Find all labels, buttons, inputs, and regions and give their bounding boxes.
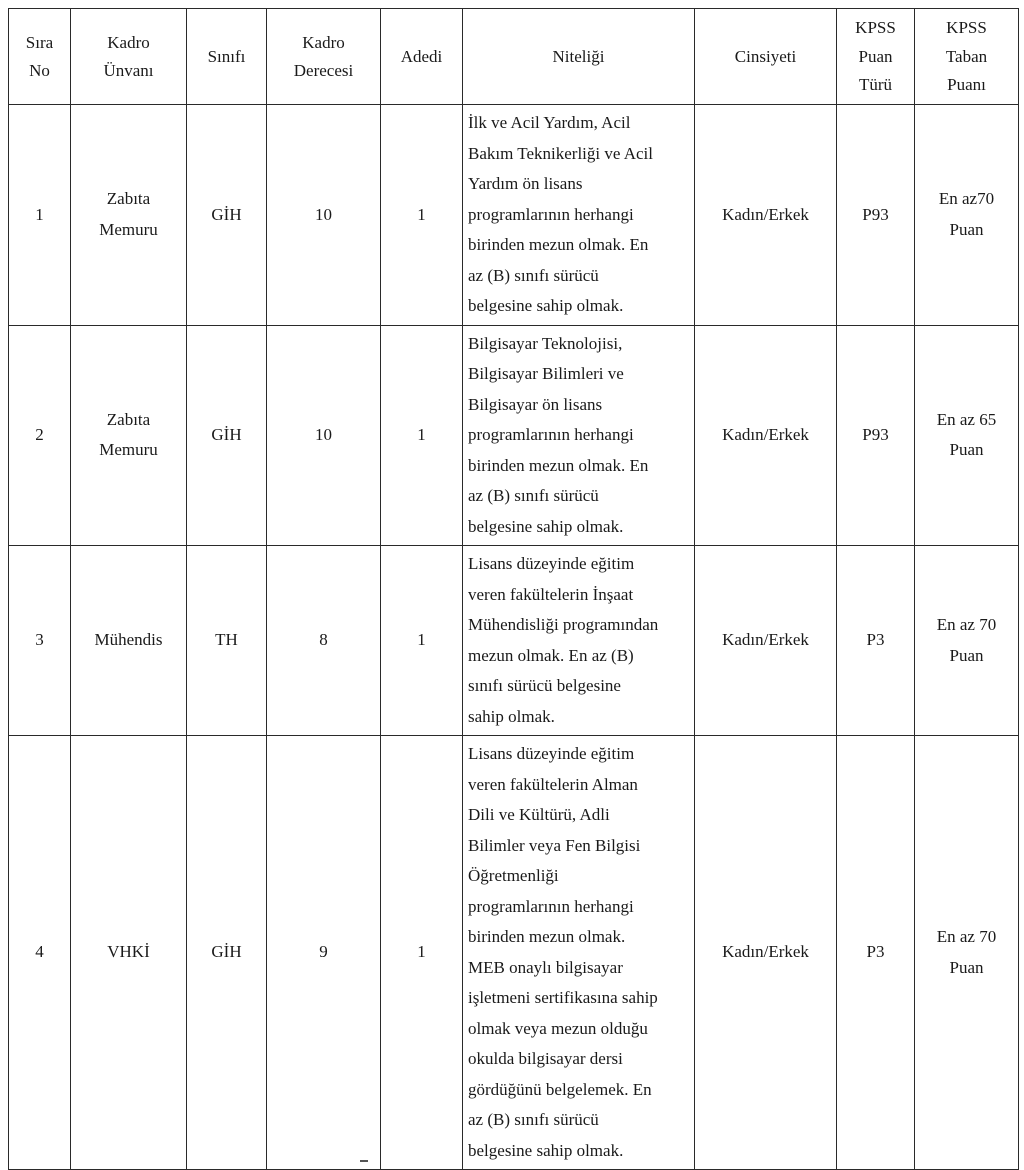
cell-niteligi: İlk ve Acil Yardım, Acil Bakım Teknikerliği ve Acil Yardım ön lisans programlarının herhangi birinden mezun olmak. En az (B) sınıfı sürücü belgesine sahip olmak.: [463, 105, 695, 326]
header-niteligi: Niteliği: [463, 9, 695, 105]
cell-sinifi: TH: [187, 546, 267, 736]
cell-kpss-taban-puani: En az70 Puan: [915, 105, 1019, 326]
cell-sira-no: 3: [9, 546, 71, 736]
header-adedi: Adedi: [381, 9, 463, 105]
cell-cinsiyeti: Kadın/Erkek: [695, 546, 837, 736]
cell-kpss-taban-puani: En az 65 Puan: [915, 325, 1019, 546]
cell-kpss-puan-turu: P3: [837, 546, 915, 736]
table-row: [9, 546, 1019, 736]
cell-kadro-derecesi: 9: [267, 736, 381, 1170]
header-kadro-derecesi: Kadro Derecesi: [267, 9, 381, 105]
header-kpss-taban-puani: KPSS Taban Puanı: [915, 9, 1019, 105]
cell-niteligi: Bilgisayar Teknolojisi, Bilgisayar Bilimleri ve Bilgisayar ön lisans programlarının herhangi birinden mezun olmak. En az (B) sınıfı sürücü belgesine sahip olmak.: [463, 325, 695, 546]
cell-sira-no: 4: [9, 736, 71, 1170]
cell-kadro-derecesi: 8: [267, 546, 381, 736]
header-kadro-unvani: Kadro Ünvanı: [71, 9, 187, 105]
page-edge-mark: [360, 1160, 368, 1165]
table-row: [9, 105, 1019, 326]
cell-kadro-unvani: Zabıta Memuru: [71, 325, 187, 546]
cell-kpss-taban-puani: En az 70 Puan: [915, 736, 1019, 1170]
cell-kadro-unvani: VHKİ: [71, 736, 187, 1170]
cell-kpss-puan-turu: P93: [837, 105, 915, 326]
cell-kadro-derecesi: 10: [267, 325, 381, 546]
cell-kadro-unvani: Mühendis: [71, 546, 187, 736]
kadro-table: [8, 8, 1019, 1170]
table-row: [9, 325, 1019, 546]
cell-adedi: 1: [381, 105, 463, 326]
cell-kadro-derecesi: 10: [267, 105, 381, 326]
cell-kadro-unvani: Zabıta Memuru: [71, 105, 187, 326]
cell-cinsiyeti: Kadın/Erkek: [695, 736, 837, 1170]
cell-adedi: 1: [381, 325, 463, 546]
cell-kpss-puan-turu: P3: [837, 736, 915, 1170]
header-kpss-puan-turu: KPSS Puan Türü: [837, 9, 915, 105]
cell-sinifi: GİH: [187, 736, 267, 1170]
cell-cinsiyeti: Kadın/Erkek: [695, 325, 837, 546]
cell-kpss-taban-puani: En az 70 Puan: [915, 546, 1019, 736]
header-row: [9, 9, 1019, 105]
cell-sira-no: 1: [9, 105, 71, 326]
header-sinifi: Sınıfı: [187, 9, 267, 105]
cell-niteligi: Lisans düzeyinde eğitim veren fakültelerin İnşaat Mühendisliği programından mezun olmak. En az (B) sınıfı sürücü belgesine sahip olmak.: [463, 546, 695, 736]
cell-adedi: 1: [381, 736, 463, 1170]
cell-sinifi: GİH: [187, 325, 267, 546]
cell-kpss-puan-turu: P93: [837, 325, 915, 546]
cell-sinifi: GİH: [187, 105, 267, 326]
cell-adedi: 1: [381, 546, 463, 736]
header-sira-no: Sıra No: [9, 9, 71, 105]
cell-sira-no: 2: [9, 325, 71, 546]
cell-niteligi: Lisans düzeyinde eğitim veren fakültelerin Alman Dili ve Kültürü, Adli Bilimler veya Fen Bilgisi Öğretmenliği programlarının herhangi birinden mezun olmak. MEB onaylı bilgisayar işletmeni sertifikasına sahip olmak veya mezun olduğu okulda bilgisayar dersi gördüğünü belgelemek. En az (B) sınıfı sürücü belgesine sahip olmak.: [463, 736, 695, 1170]
table-row: [9, 736, 1019, 1170]
cell-cinsiyeti: Kadın/Erkek: [695, 105, 837, 326]
header-cinsiyeti: Cinsiyeti: [695, 9, 837, 105]
